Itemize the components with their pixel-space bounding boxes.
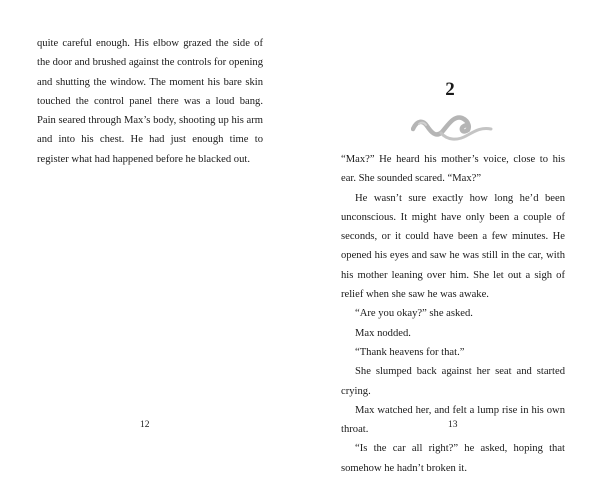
- paragraph: “Max?” He heard his mother’s voice, close to his ear. She sounded scared. “Max?”: [341, 154, 565, 185]
- right-page: [300, 0, 600, 474]
- page-number: 13: [448, 420, 458, 430]
- swirl-ornament-icon: [411, 110, 493, 144]
- left-page: [0, 0, 300, 457]
- paragraph: Max watched her, and felt a lump rise in his own throat.: [341, 404, 565, 436]
- paragraph: “Are you okay?” she asked.: [355, 308, 473, 320]
- paragraph: Max nodded.: [355, 327, 411, 339]
- page-number: 12: [140, 420, 150, 430]
- paragraph: He wasn’t sure exactly how long he’d been unconscious. It might have only been a couple of seconds, or it could have been a few minutes. He opened his eyes and saw he was still in the car, with his mother leaning over him. She let out a sigh of relief when she saw he was awake.: [341, 192, 565, 301]
- paragraph: She slumped back against her seat and started crying.: [341, 366, 565, 397]
- paragraph: “Thank heavens for that.”: [355, 346, 465, 358]
- left-page-text: [37, 34, 263, 169]
- paragraph: quite careful enough. His elbow grazed the side of the door and brushed against the controls for opening and shutting the window. The moment his bare skin touched the control panel there was a loud bang. Pain seared through Max’s body, shooting up his arm and into his chest. He had just enough time to register what had happened before he blacked out.: [37, 38, 263, 165]
- chapter-number: 2: [445, 79, 455, 100]
- paragraph: “Is the car all right?” he asked, hoping that somehow he hadn’t broken it.: [341, 443, 565, 474]
